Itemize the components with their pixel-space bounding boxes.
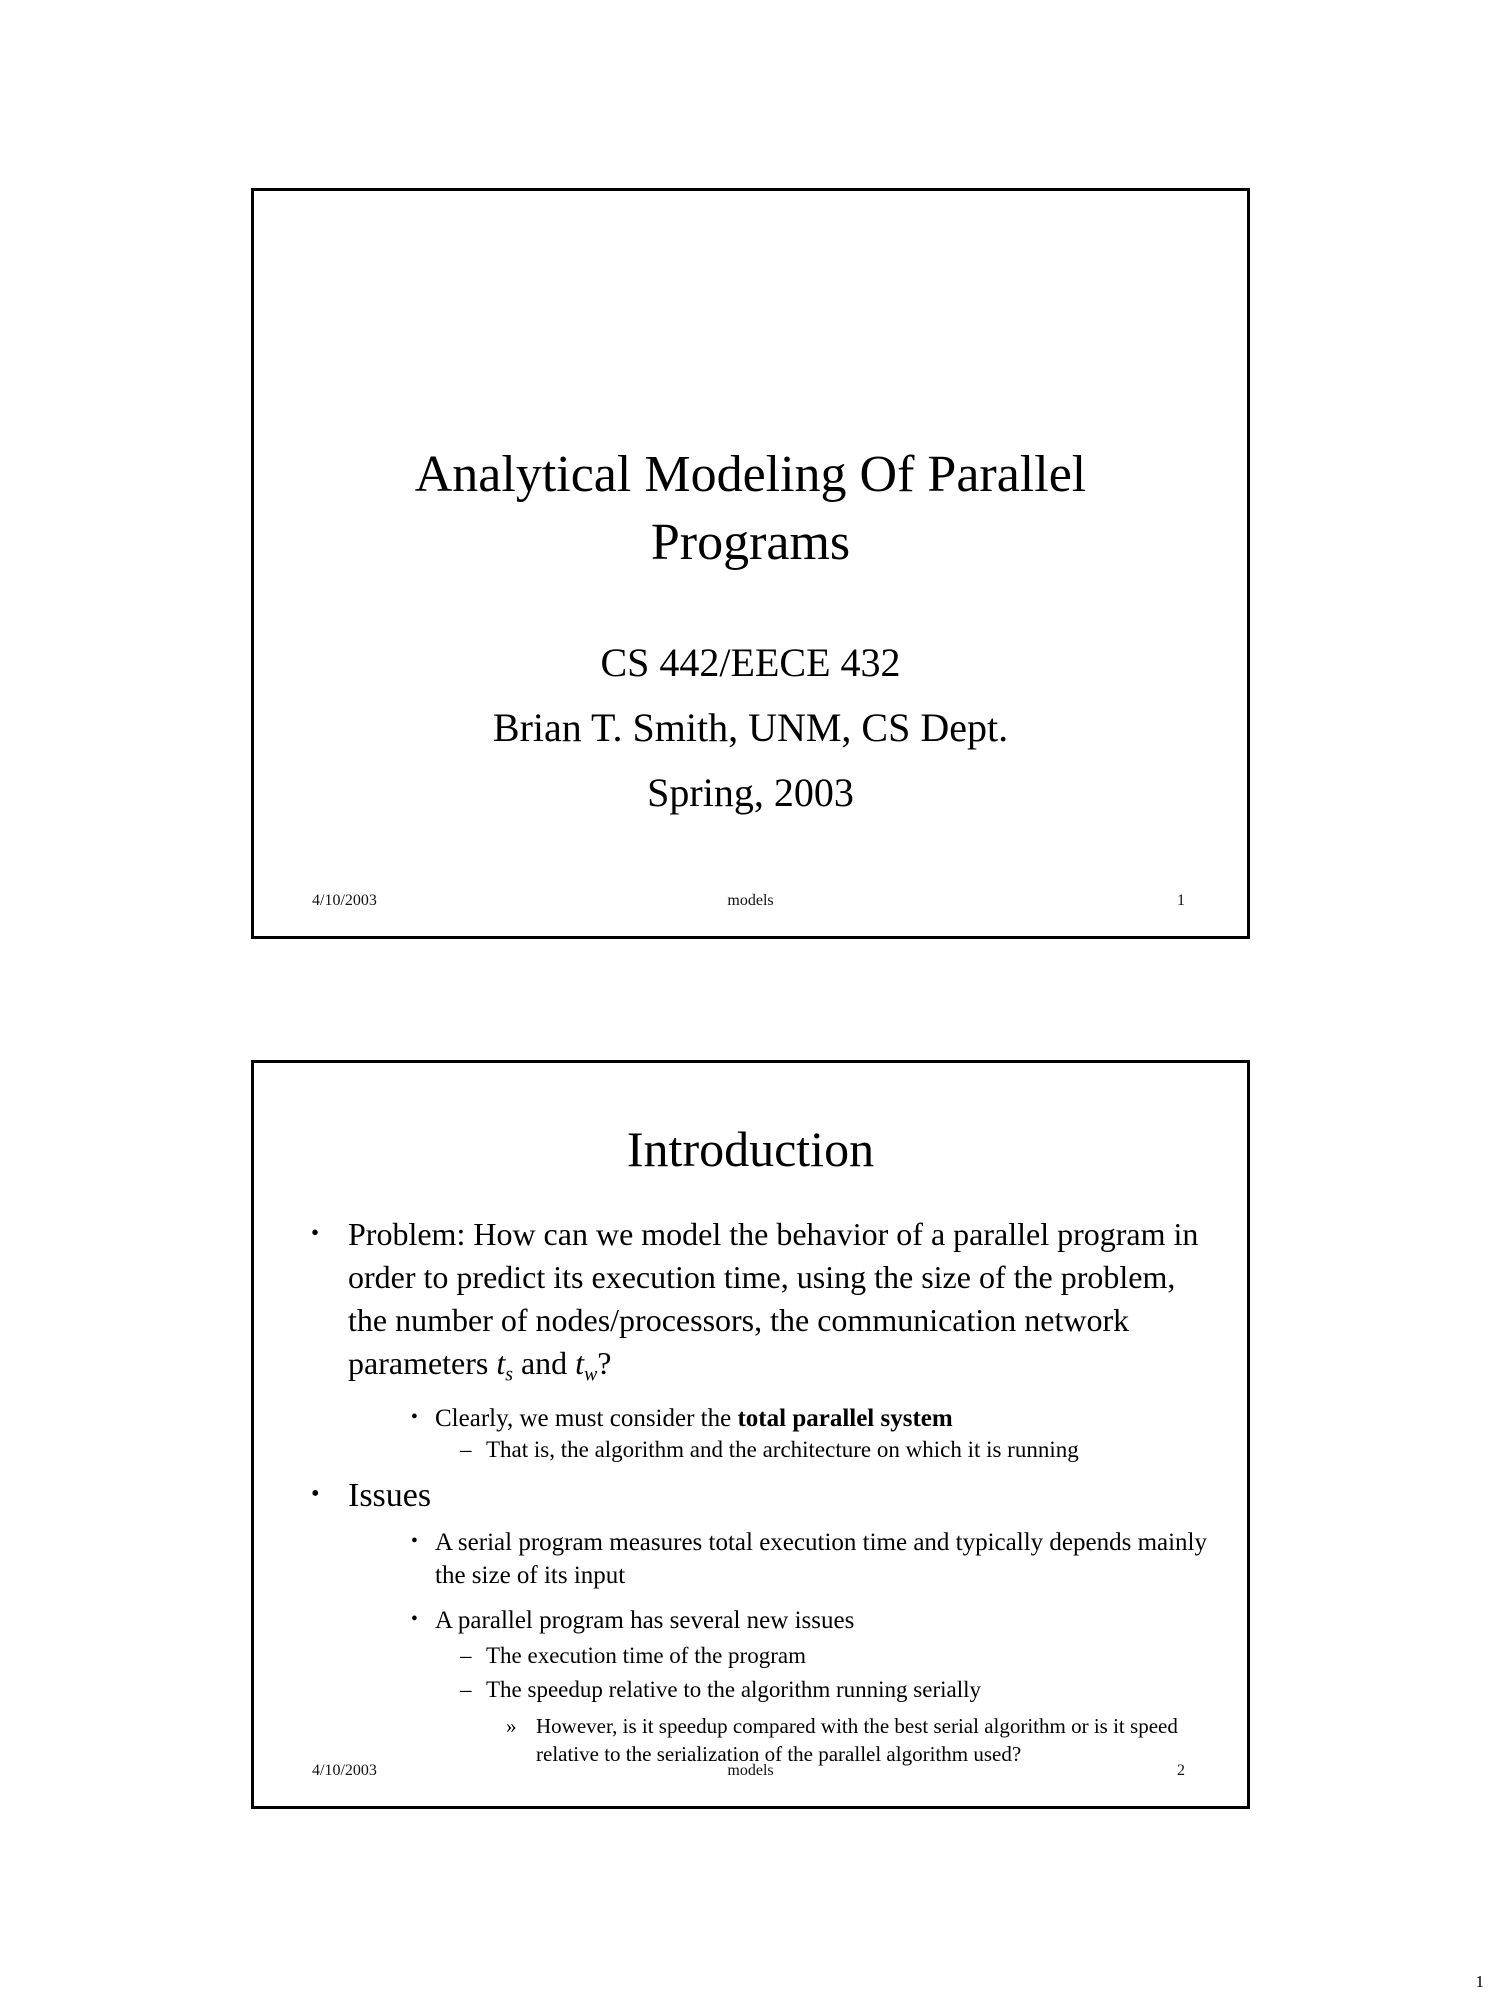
bullet-parallel-program [254,1604,1247,1637]
slide2-footer [254,1762,1247,1784]
slide2-footer-label: models [727,1762,774,1779]
bullet-clearly-bold-text: total parallel system [737,1405,953,1433]
bullet-serial-program [254,1526,1247,1592]
bullet-dot-icon: • [411,1608,418,1630]
bullet-dash-icon: – [460,1643,472,1669]
bullet-execution-time [254,1641,1247,1671]
slide2-footer-date: 4/10/2003 [312,1762,377,1779]
slide1-footer-date: 4/10/2003 [312,892,377,909]
bullet-speedup-text: The speedup relative to the algorithm running serially [486,1677,981,1703]
slide2-title: Introduction [626,1121,875,1177]
var-ts: t [496,1345,506,1382]
bullet-that-is-text: That is, the algorithm and the architecture on which it is running [486,1437,1079,1463]
bullet-issues-text: Issues [348,1477,432,1515]
bullet-problem-text: Problem: How can we model the behavior of a parallel program in order to predict its execution time, using the size of the problem, the number of nodes/processors, the communication network parameters ts and tw? [348,1215,1199,1386]
bullet-dash-icon: – [460,1437,472,1463]
bullet-speedup [254,1675,1247,1705]
bullet-serial-program-text: A serial program measures total execution time and typically depends mainly the size of its input [435,1529,1207,1590]
slide1-subtitle-course: CS 442/EECE 432 [600,640,901,686]
bullet-clearly-text: Clearly, we must consider the total parallel system [435,1405,953,1433]
slide-2-introduction [251,1060,1250,1809]
slide1-footer-label: models [727,892,774,909]
var-tw-subscript: w [584,1363,598,1386]
bullet-that-is [254,1435,1247,1465]
bullet-however [254,1712,1247,1769]
page-number: 1 [1475,1972,1484,1991]
slide1-footer-number: 1 [1177,892,1185,909]
slide1-subtitle [254,631,1247,825]
bullet-dot-icon: • [311,1480,320,1508]
bullet-guillemet-icon: » [506,1714,517,1739]
slide1-subtitle-author: Brian T. Smith, UNM, CS Dept. [492,704,1009,750]
slide2-footer-number: 2 [1177,1762,1185,1779]
bullet-parallel-program-text: A parallel program has several new issues [435,1607,855,1635]
slide1-subtitle-term: Spring, 2003 [647,769,854,815]
bullet-issues [254,1474,1247,1518]
bullet-dot-icon: • [311,1218,320,1245]
var-ts-subscript: s [505,1363,513,1386]
bullet-execution-time-text: The execution time of the program [486,1643,806,1669]
bullet-problem [254,1213,1247,1389]
bullet-however-text: However, is it speedup compared with the best serial algorithm or is it speed relative to the serialization of the parallel algorithm used? [536,1714,1178,1767]
slide-1-title-slide [251,188,1250,939]
bullet-dot-icon: • [411,1530,418,1552]
bullet-dash-icon: – [460,1677,472,1703]
bullet-dot-icon: • [411,1406,418,1428]
slide1-footer [254,892,1247,914]
var-tw: t [575,1345,585,1382]
slide1-title: Analytical Modeling Of Parallel Programs [414,446,1087,571]
bullet-clearly [254,1402,1247,1435]
